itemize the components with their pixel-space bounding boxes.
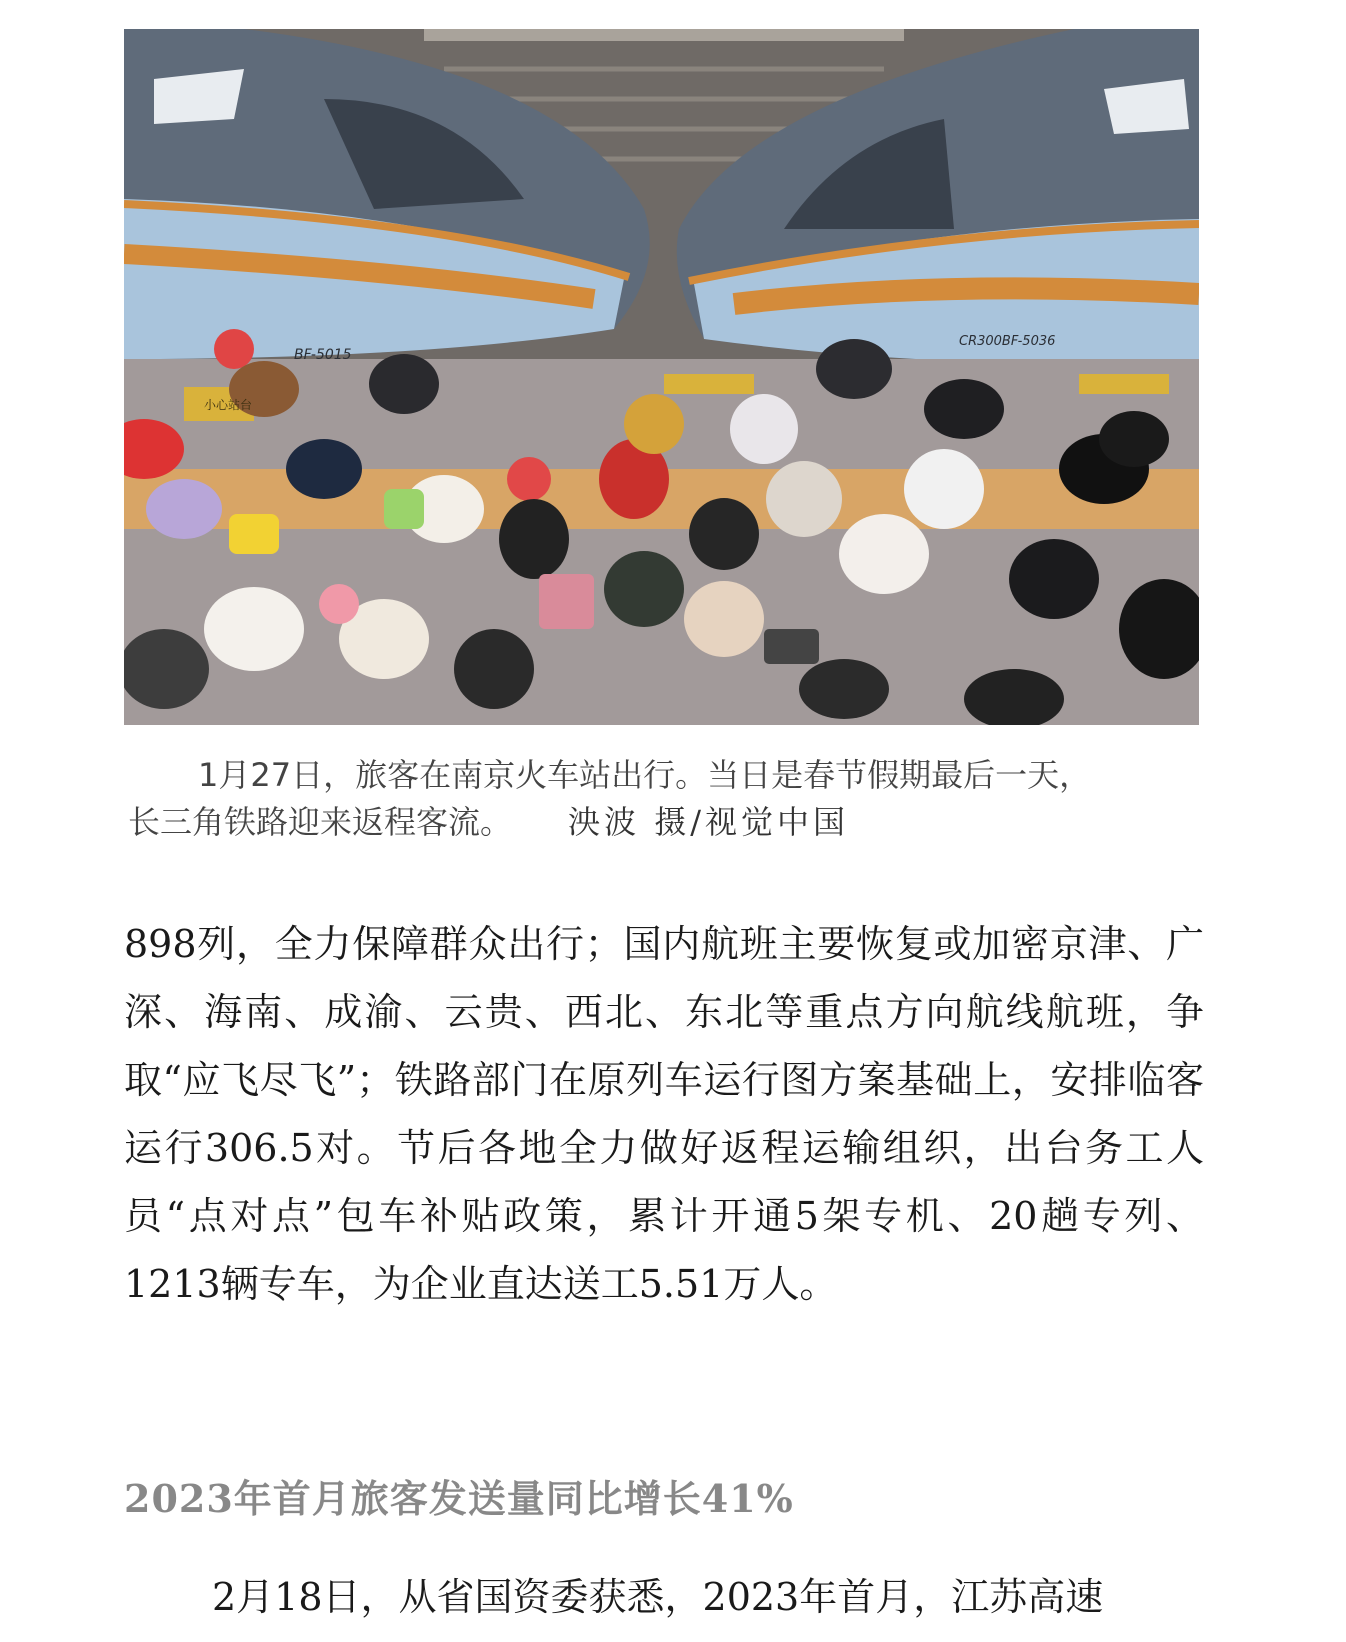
caption-line-1: 1月27日，旅客在南京火车站出行。当日是春节假期最后一天， — [198, 756, 1092, 794]
next-paragraph-block — [124, 1567, 1204, 1627]
news-photo — [124, 29, 1199, 725]
section-heading: 2023年首月旅客发送量同比增长41% — [124, 1476, 794, 1521]
next-paragraph: 2月18日，从省国资委获悉，2023年首月，江苏高速 — [212, 1575, 1104, 1619]
train-left-id: BF-5015 — [294, 347, 352, 363]
body-paragraph: 898列，全力保障群众出行；国内航班主要恢复或加密京津、广深、海南、成渝、云贵、西北、东北等重点方向航线航班，争取“应飞尽飞”；铁路部门在原列车运行图方案基础上，安排临客运行306.5对。节后各地全力做好返程运输组织，出台务工人员“点对点”包车补贴政策，累计开通5架专机、20趟专列、1213辆专车，为企业直达送工5.51万人。 — [124, 922, 1204, 1306]
caption-line-2: 长三角铁路迎来返程客流。 — [128, 803, 513, 841]
photo-credit: 泱波 摄/视觉中国 — [568, 803, 849, 841]
train-right-id: CR300BF-5036 — [959, 334, 1056, 349]
train-station-photo — [124, 29, 1199, 725]
photo-caption — [128, 752, 1203, 846]
platform-sign: 小心站台 — [204, 398, 253, 412]
article-body — [124, 910, 1204, 1318]
